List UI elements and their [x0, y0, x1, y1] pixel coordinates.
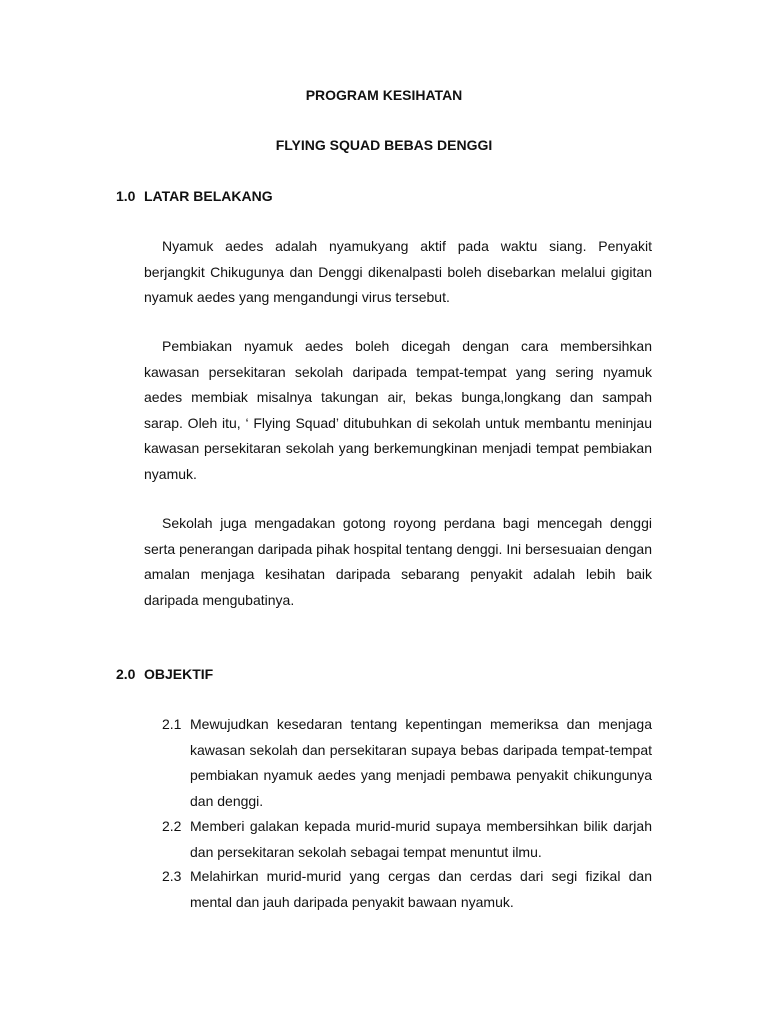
section-title: LATAR BELAKANG: [144, 188, 273, 204]
paragraph-text: Nyamuk aedes adalah nyamukyang aktif pada waktu siang. Penyakit berjangkit Chikugunya dan Denggi dikenalpasti boleh disebarkan melalui gigitan nyamuk aedes yang mengandungi virus tersebut.: [144, 238, 652, 305]
document-title: PROGRAM KESIHATAN: [305, 87, 463, 103]
objective-item-2: [162, 814, 652, 865]
objective-number: 2.3: [162, 868, 182, 884]
objective-text: Melahirkan murid-murid yang cergas dan cerdas dari segi fizikal dan mental dan jauh daripada penyakit bawaan nyamuk.: [190, 868, 652, 910]
paragraph-background-2: [144, 334, 652, 487]
objective-number: 2.1: [162, 716, 182, 732]
paragraph-background-1: [144, 234, 652, 311]
section-heading-background: [116, 188, 273, 204]
section-number: 2.0: [116, 666, 136, 682]
paragraph-background-3: [144, 511, 652, 613]
section-title: OBJEKTIF: [144, 666, 214, 682]
objective-item-1: [162, 712, 652, 814]
section-heading-objective: [116, 666, 213, 682]
objective-number: 2.2: [162, 818, 182, 834]
objective-text: Mewujudkan kesedaran tentang kepentingan memeriksa dan menjaga kawasan sekolah dan persekitaran supaya bebas daripada tempat-tempat pembiakan nyamuk aedes yang menjadi pembawa penyakit chikungunya dan denggi.: [190, 716, 652, 809]
objective-item-3: [162, 864, 652, 915]
objective-text: Memberi galakan kepada murid-murid supaya membersihkan bilik darjah dan persekitaran sekolah sebagai tempat menuntut ilmu.: [190, 818, 652, 860]
document-subtitle: FLYING SQUAD BEBAS DENGGI: [275, 137, 493, 153]
paragraph-text: Sekolah juga mengadakan gotong royong perdana bagi mencegah denggi serta penerangan daripada pihak hospital tentang denggi. Ini bersesuaian dengan amalan menjaga kesihatan daripada sebarang penyakit adalah lebih baik daripada mengubatinya.: [144, 515, 652, 608]
section-number: 1.0: [116, 188, 136, 204]
paragraph-text: Pembiakan nyamuk aedes boleh dicegah dengan cara membersihkan kawasan persekitaran sekolah daripada tempat-tempat yang sering nyamuk aedes membiak misalnya takungan air, bekas bunga,longkang dan sampah sarap. Oleh itu, ‘ Flying Squad’ ditubuhkan di sekolah untuk membantu meninjau kawasan persekitaran sekolah yang berkemungkinan menjadi tempat pembiakan nyamuk.: [144, 338, 652, 482]
